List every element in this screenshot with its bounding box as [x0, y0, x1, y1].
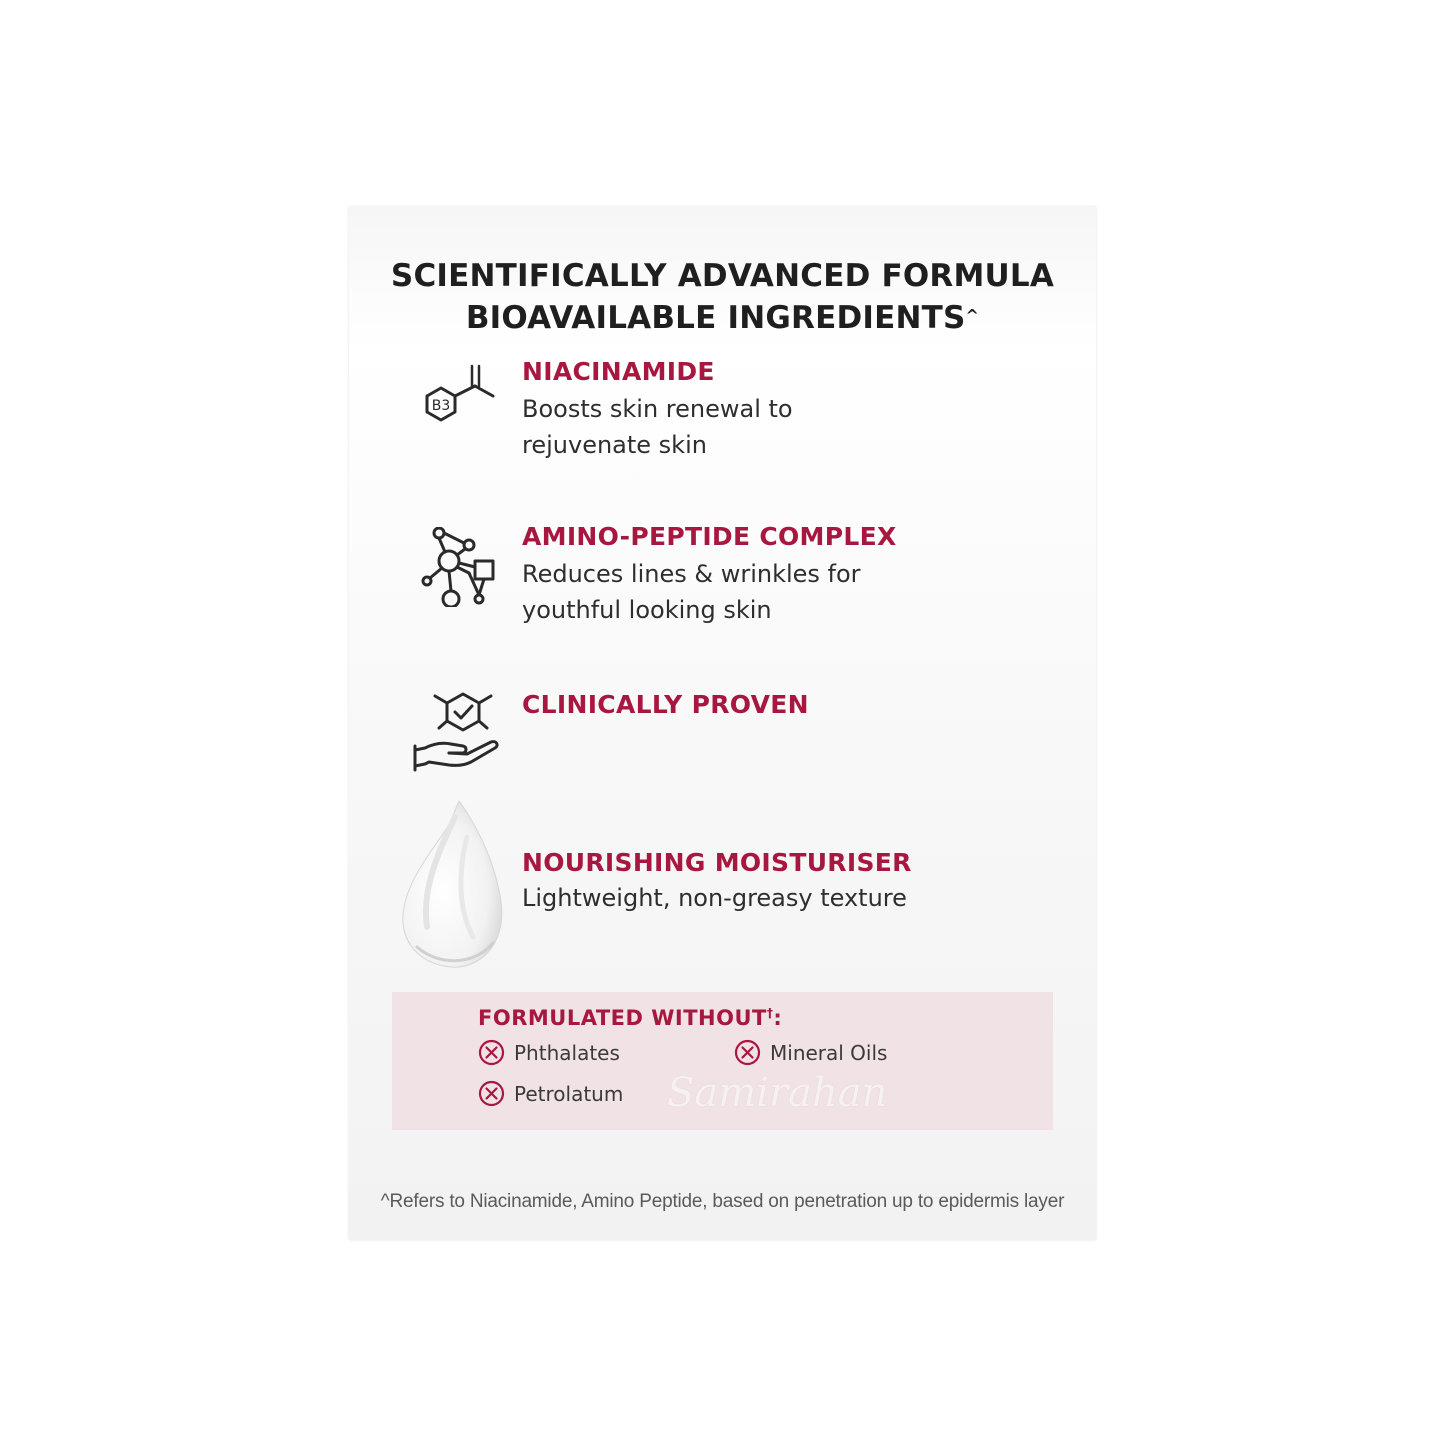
footnote: ^Refers to Niacinamide, Amino Peptide, based on penetration up to epidermis layer	[380, 1191, 1065, 1212]
title-colon: :	[773, 1006, 783, 1030]
without-item-phthalates	[478, 1039, 620, 1066]
watermark: Samirahan	[667, 1070, 888, 1116]
circle-x-icon	[478, 1039, 505, 1066]
headline-line-2-text: BIOAVAILABLE INGREDIENTS	[465, 300, 966, 336]
without-item-label: Phthalates	[514, 1040, 620, 1065]
benefit-description	[522, 556, 1002, 628]
benefit-description-line: youthful looking skin	[522, 596, 772, 624]
without-item-label: Petrolatum	[514, 1081, 624, 1106]
benefit-niacinamide	[349, 357, 1096, 467]
circle-x-icon	[734, 1039, 761, 1066]
headline-line-1: SCIENTIFICALLY ADVANCED FORMULA	[390, 258, 1055, 294]
hand-shield-check-icon	[411, 690, 501, 776]
without-item-mineral-oils	[734, 1039, 887, 1066]
formulated-without-title-text: FORMULATED WITHOUT	[478, 1006, 767, 1030]
benefit-description	[522, 391, 1002, 463]
headline-line-2	[349, 297, 1096, 339]
without-item-petrolatum	[478, 1080, 623, 1107]
dagger-mark: †	[766, 1006, 774, 1020]
circle-x-icon	[478, 1080, 505, 1107]
benefit-title: NOURISHING MOISTURISER	[522, 848, 912, 877]
without-item-label: Mineral Oils	[770, 1040, 888, 1065]
benefit-title: AMINO-PEPTIDE COMPLEX	[522, 522, 897, 551]
benefit-description: Lightweight, non-greasy texture	[522, 884, 907, 912]
formulated-without-panel	[392, 992, 1053, 1130]
headline-caret: ^	[965, 306, 980, 325]
cream-swirl-icon	[397, 797, 507, 976]
b3-molecule-icon	[417, 362, 497, 438]
headline	[349, 255, 1096, 339]
benefit-nourishing-moisturiser	[349, 797, 1096, 977]
benefit-amino-peptide	[349, 522, 1096, 632]
benefit-description-line: rejuvenate skin	[522, 431, 707, 459]
benefit-clinically-proven	[349, 690, 1096, 780]
benefit-title: CLINICALLY PROVEN	[522, 690, 809, 719]
formulated-without-title	[478, 1006, 782, 1030]
svg-text:B3: B3	[431, 398, 451, 414]
benefit-title: NIACINAMIDE	[522, 357, 715, 386]
peptide-molecule-icon	[417, 527, 497, 611]
benefit-description-line: Boosts skin renewal to	[522, 395, 793, 423]
benefits-card	[349, 207, 1096, 1240]
benefit-description-line: Reduces lines & wrinkles for	[522, 560, 861, 588]
